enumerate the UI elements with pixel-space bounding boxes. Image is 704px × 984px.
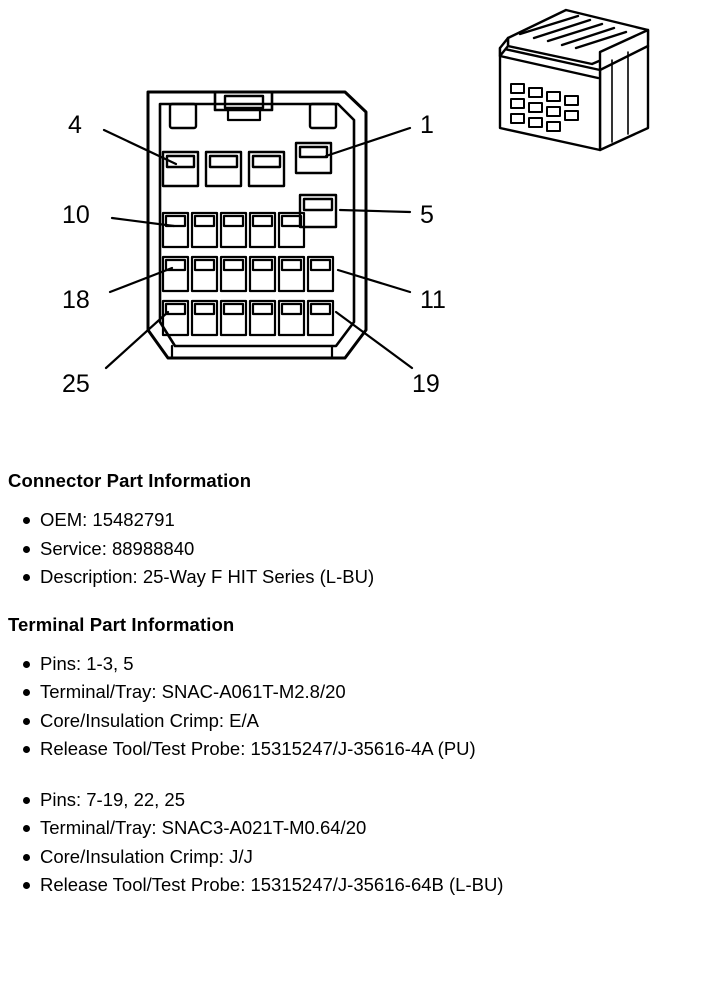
list-item: Pins: 1-3, 5 — [8, 650, 698, 679]
connector-diagram-svg — [0, 0, 704, 430]
list-group-separator — [8, 764, 698, 786]
part-information-block — [8, 470, 698, 900]
callout-19: 19 — [412, 370, 440, 398]
list-item: Terminal/Tray: SNAC3-A021T-M0.64/20 — [8, 814, 698, 843]
connector-isometric-view — [500, 10, 648, 150]
connector-part-information-list — [8, 506, 698, 592]
callout-1: 1 — [420, 111, 434, 139]
callout-10: 10 — [62, 201, 90, 229]
list-item: Core/Insulation Crimp: J/J — [8, 843, 698, 872]
list-item: Terminal/Tray: SNAC-A061T-M2.8/20 — [8, 678, 698, 707]
callout-25: 25 — [62, 370, 90, 398]
list-item: Description: 25-Way F HIT Series (L-BU) — [8, 563, 698, 592]
callout-11: 11 — [420, 286, 446, 314]
list-item: Release Tool/Test Probe: 15315247/J-35616-64B (L-BU) — [8, 871, 698, 900]
callout-18: 18 — [62, 286, 90, 314]
list-item: Pins: 7-19, 22, 25 — [8, 786, 698, 815]
terminal-part-information-heading: Terminal Part Information — [8, 613, 235, 635]
terminal-part-information-list-group-1 — [8, 650, 698, 764]
callout-4: 4 — [68, 111, 82, 139]
terminal-part-information-list-group-2 — [8, 786, 698, 900]
list-item: Core/Insulation Crimp: E/A — [8, 707, 698, 736]
list-item: Service: 88988840 — [8, 535, 698, 564]
list-item: Release Tool/Test Probe: 15315247/J-35616-4A (PU) — [8, 735, 698, 764]
connector-part-information-heading: Connector Part Information — [8, 470, 252, 491]
connector-diagram — [0, 0, 704, 430]
callout-5: 5 — [420, 201, 434, 229]
list-item: OEM: 15482791 — [8, 506, 698, 535]
